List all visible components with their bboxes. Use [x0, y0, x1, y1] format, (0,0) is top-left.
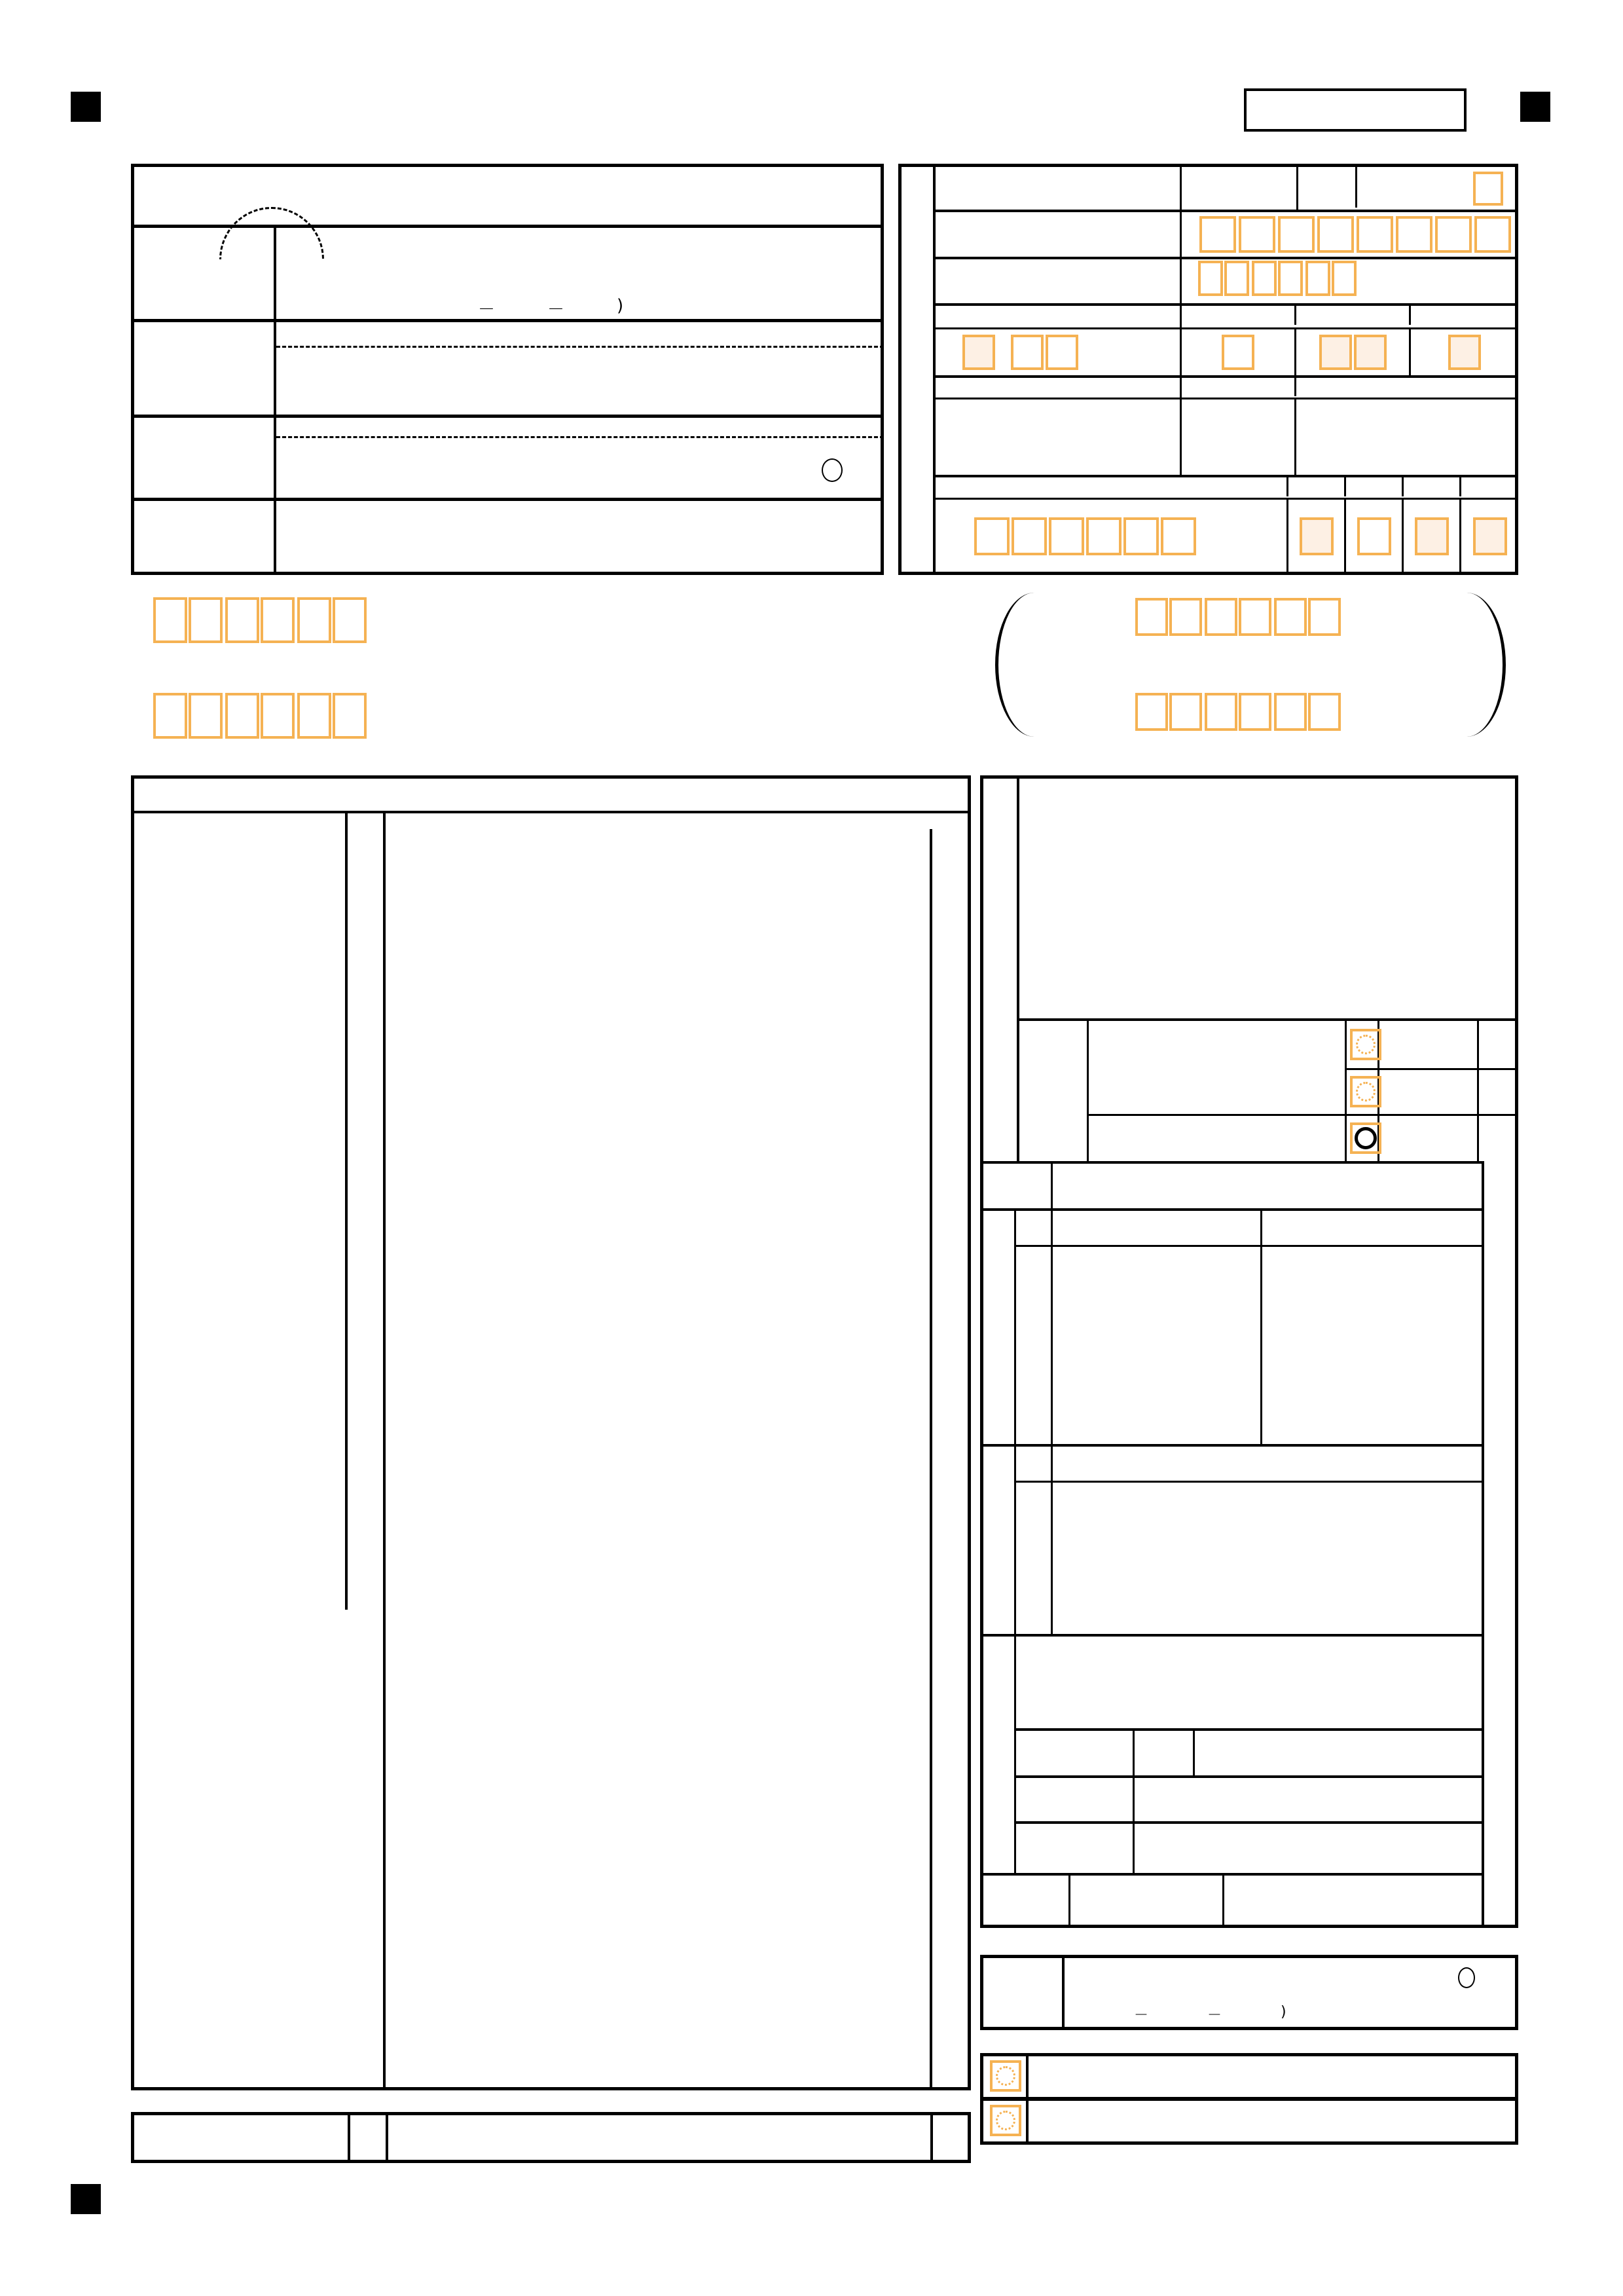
ref-digit[interactable] — [1239, 216, 1275, 253]
rep-seal-icon — [822, 458, 843, 482]
consumption-tax-table — [131, 775, 971, 2090]
method-individual-radio[interactable] — [1350, 1029, 1381, 1060]
tax-accountant-block: － － ) — [980, 1955, 1518, 2030]
art30-checkbox[interactable] — [990, 2060, 1021, 2092]
period-to — [131, 693, 368, 739]
rep-name-input[interactable] — [280, 439, 804, 491]
to-year-digit[interactable] — [189, 693, 223, 739]
interim-from[interactable] — [1120, 598, 1342, 636]
to-month-digit[interactable] — [225, 693, 259, 739]
ref-no-digits — [1199, 216, 1511, 253]
ref-digit[interactable] — [1357, 216, 1393, 253]
ref-digit[interactable] — [1435, 216, 1472, 253]
ref-digit[interactable] — [1278, 216, 1315, 253]
no-send-checkbox[interactable] — [1473, 172, 1503, 206]
interim-to[interactable] — [1120, 693, 1342, 731]
period-from — [131, 597, 368, 643]
art33-row — [980, 2098, 1518, 2145]
total-row — [131, 2112, 971, 2163]
ref-digit[interactable] — [1317, 216, 1354, 253]
method-proportional-radio[interactable] — [1350, 1076, 1381, 1107]
to-month-digit[interactable] — [261, 693, 295, 739]
office-headers-2 — [933, 377, 1518, 396]
ref-digit[interactable] — [1396, 216, 1432, 253]
art30-row — [980, 2053, 1518, 2100]
office-date-fields — [933, 399, 1518, 475]
document-title — [537, 625, 668, 673]
account-number-input[interactable] — [1196, 1731, 1478, 1774]
registration-mark-bottom-left — [71, 2184, 101, 2214]
from-year-digit[interactable] — [153, 597, 187, 643]
registration-mark-top-left — [71, 92, 101, 122]
office-headers-1 — [933, 305, 1518, 325]
base-period-sales-input[interactable] — [1053, 1164, 1479, 1210]
to-day-digit[interactable] — [333, 693, 367, 739]
from-day-digit[interactable] — [333, 597, 367, 643]
method-full-radio[interactable] — [1350, 1122, 1381, 1154]
refund-bank-block — [980, 1634, 1482, 1873]
breakdown-table — [980, 1208, 1482, 1444]
filing-date-field[interactable] — [1190, 261, 1358, 296]
ref-digit[interactable] — [1474, 216, 1511, 253]
ref-digit[interactable] — [1199, 216, 1236, 253]
bank-name-input[interactable] — [1019, 1639, 1104, 1724]
no-send-label — [1355, 167, 1361, 208]
office-field — [980, 1873, 1482, 1928]
registration-mark-top-right — [1520, 92, 1550, 122]
to-day-digit[interactable] — [297, 693, 331, 739]
phone-row: － － ) — [478, 296, 624, 320]
local-breakdown-table — [980, 1444, 1482, 1634]
accountant-name-input[interactable] — [280, 504, 869, 570]
from-year-digit[interactable] — [189, 597, 223, 643]
post-office-input[interactable] — [1137, 1824, 1478, 1870]
office-headers-3 — [933, 477, 1518, 496]
office-guidance-date — [933, 500, 1518, 573]
from-month-digit[interactable] — [225, 597, 259, 643]
from-day-digit[interactable] — [297, 597, 331, 643]
office-boxes-1 — [933, 329, 1518, 375]
form-code — [1244, 88, 1467, 132]
accountant-seal-icon — [1458, 1967, 1475, 1988]
art33-checkbox[interactable] — [990, 2105, 1021, 2136]
from-month-digit[interactable] — [261, 597, 295, 643]
deduction-method — [1017, 1018, 1518, 1161]
base-period-sales — [980, 1161, 1482, 1208]
accountant-signature-input[interactable] — [1068, 1961, 1448, 2000]
to-year-digit[interactable] — [153, 693, 187, 739]
